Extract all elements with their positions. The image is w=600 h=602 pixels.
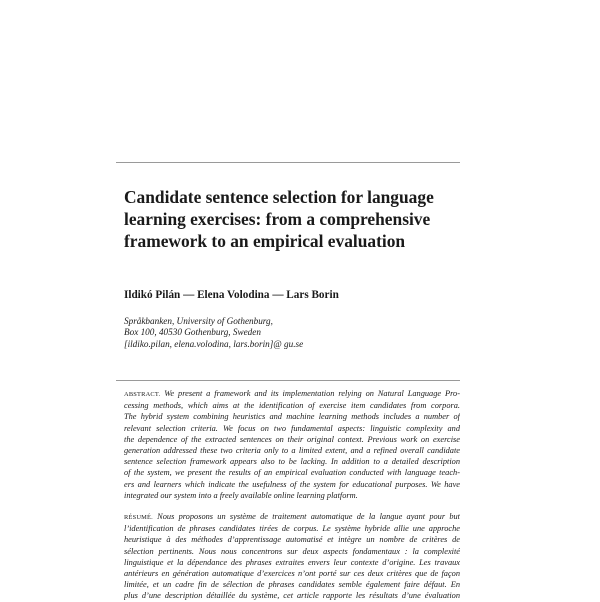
resume-line: plus d’une description détaillée du système, cet article rapporte les résultats d’une évaluation: [124, 591, 460, 601]
paper-title: [124, 186, 454, 252]
abstract-line: sentence selection framework appears also to be lacking. In addition to a detailed description: [124, 457, 460, 467]
resume-line: l’identification de phrases candidates tirées de corpus. Le système hybride allie une approche: [124, 524, 460, 534]
title-line: framework to an empirical evaluation: [124, 231, 406, 251]
resume-block: [124, 511, 460, 602]
abstract-text: We present a framework and its implementation relying on Natural Language Pro-: [160, 389, 460, 398]
abstract-line: ers and learners which indicate the usefulness of the system for educational purposes. We have: [124, 479, 460, 489]
abstract-line: the dependence of the extracted sentences on their original context. Previous work on exercise: [124, 434, 460, 444]
abstract-line: integrated our system into a freely available online learning platform.: [124, 490, 358, 500]
resume-line: antérieurs en génération automatique d’exercices n’ont porté sur ces deux critères que de façon: [124, 569, 460, 579]
resume-line: heuristique à des méthodes d’apprentissage automatisé et intègre un nombre de critères de: [124, 535, 460, 545]
abstract-line: [124, 388, 460, 400]
abstract-line: cessing methods, which aims at the identification of exercise item candidates from corpora.: [124, 401, 460, 411]
resume-line: limitée, et un cadre fin de sélection de phrases candidates semble également faire défaut. En: [124, 580, 460, 590]
abstract-divider: [116, 380, 460, 381]
author-separator: —: [269, 289, 287, 301]
resume-text: Nous proposons un système de traitement automatique de la langue ayant pour but: [152, 512, 460, 521]
abstract-line: of the system, we present the results of an empirical evaluation conducted with language teach-: [124, 468, 460, 478]
author-separator: —: [180, 289, 198, 301]
abstract-line: relevant selection criteria. We focus on two fundamental aspects: linguistic complexity and: [124, 423, 460, 433]
title-line: learning exercises: from a comprehensive: [124, 209, 431, 229]
abstract-block: [124, 388, 460, 501]
author-list: [124, 288, 339, 302]
affiliation-line: Språkbanken, University of Gothenburg,: [124, 316, 273, 326]
resume-line: linguistique et la dépendance des phrases extraites envers leur contexte d’origine. Les travaux: [124, 557, 460, 567]
title-line: Candidate sentence selection for language: [124, 187, 434, 207]
top-divider: [116, 162, 460, 163]
resume-line: [124, 511, 460, 523]
resume-line: sélection pertinents. Nous nous concentrons sur deux aspects fondamentaux : la complexité: [124, 546, 460, 556]
abstract-label: ABSTRACT.: [124, 391, 161, 398]
abstract-line: The hybrid system combining heuristics and machine learning methods includes a number of: [124, 412, 460, 422]
resume-label: RÉSUMÉ.: [124, 514, 153, 521]
affiliation-line: Box 100, 40530 Gothenburg, Sweden: [124, 327, 261, 338]
author-name: Elena Volodina: [197, 289, 270, 301]
affiliation-line: [ildiko.pilan, elena.volodina, lars.borin]@ gu.se: [124, 338, 304, 349]
abstract-line: generation addressed these two criteria only to a limited extent, and a refined overall candidate: [124, 446, 460, 456]
author-name: Ildikó Pilán: [124, 289, 181, 301]
author-name: Lars Borin: [286, 289, 339, 301]
affiliation-block: [124, 316, 303, 350]
